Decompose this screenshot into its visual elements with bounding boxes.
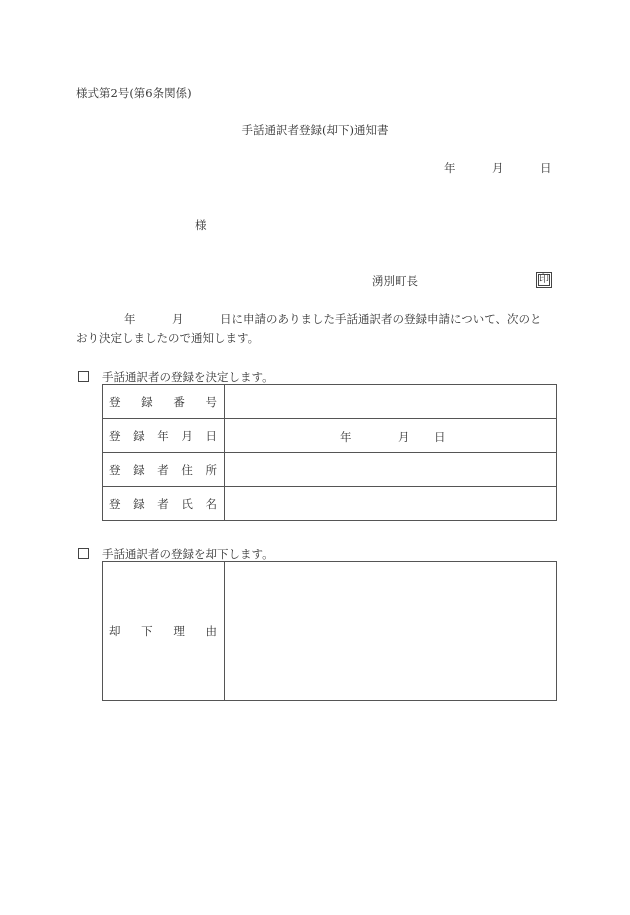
reject-option[interactable] — [78, 546, 274, 562]
table-row — [103, 419, 557, 453]
table-row — [103, 487, 557, 521]
registrant-name-label: 登 録 者 氏 名 — [103, 487, 225, 521]
issuer-name: 湧別町長 — [372, 274, 418, 288]
body-text-rest: 日に申請のありました手話通訳者の登録申請について、次のと — [220, 312, 542, 326]
registrant-name-field[interactable] — [225, 487, 557, 521]
table-row — [103, 453, 557, 487]
reject-checkbox[interactable] — [78, 548, 89, 559]
issue-date-month-label: 月 — [492, 161, 504, 175]
registration-table — [102, 384, 557, 521]
reject-label: 手話通訳者の登録を却下します。 — [102, 547, 274, 561]
table-row — [103, 562, 557, 701]
registration-number-label: 登 録 番 号 — [103, 385, 225, 419]
body-text-line-2: おり決定しましたので通知します。 — [76, 331, 260, 345]
approve-checkbox[interactable] — [78, 371, 89, 382]
registration-date-year-label: 年 — [340, 430, 352, 444]
approve-label: 手話通訳者の登録を決定します。 — [102, 370, 274, 384]
registrant-address-label: 登 録 者 住 所 — [103, 453, 225, 487]
rejection-reason-label: 却 下 理 由 — [103, 562, 225, 701]
document-title: 手話通訳者登録(却下)通知書 — [241, 123, 389, 137]
rejection-reason-field[interactable] — [225, 562, 557, 701]
form-number: 様式第2号(第6条関係) — [76, 86, 192, 100]
registration-date-field[interactable] — [225, 419, 557, 453]
addressee-suffix: 様 — [195, 218, 207, 232]
rejection-table — [102, 561, 557, 701]
body-month-label: 月 — [172, 312, 184, 326]
registrant-address-field[interactable] — [225, 453, 557, 487]
registration-number-field[interactable] — [225, 385, 557, 419]
registration-date-label: 登 録 年 月 日 — [103, 419, 225, 453]
approve-option[interactable] — [78, 369, 274, 385]
registration-date-month-label: 月 — [398, 430, 410, 444]
table-row — [103, 385, 557, 419]
registration-date-day-label: 日 — [434, 430, 446, 444]
seal-icon: 印 — [536, 272, 552, 288]
body-year-label: 年 — [124, 312, 136, 326]
issue-date-day-label: 日 — [540, 161, 552, 175]
issue-date-year-label: 年 — [444, 161, 456, 175]
